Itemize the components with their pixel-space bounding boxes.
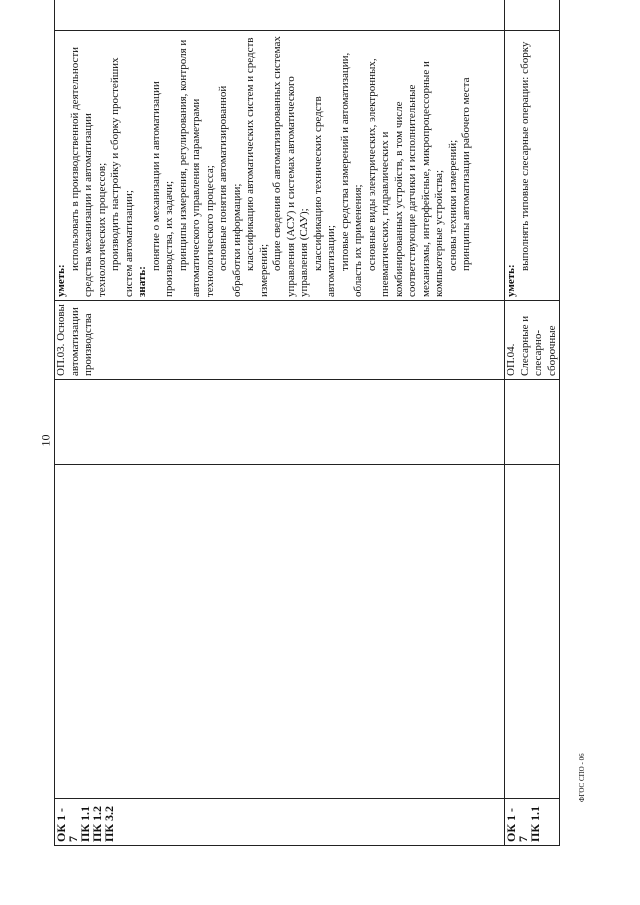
content-cell	[55, 31, 505, 301]
discipline-title-line: автоматизации	[68, 307, 81, 376]
content-line: принципы измерения, регулирования, контроля и	[176, 39, 189, 271]
section-heading: уметь:	[55, 264, 67, 297]
section-heading: знать:	[136, 266, 148, 297]
content-line: общие сведения об автоматизированных системах	[271, 36, 283, 271]
content-line: выполнять типовые слесарные операции: сборку	[518, 41, 531, 271]
content-line: автоматического управления параметрами	[190, 98, 202, 297]
content-cell	[505, 31, 560, 301]
content-line: управления (САУ);	[298, 208, 310, 297]
competency-code: ПК 1.1	[528, 805, 542, 842]
content-line: основные виды электрических, электронных,	[365, 58, 378, 271]
empty-cell	[55, 0, 505, 31]
discipline-title-line: слесарно-сборочные	[532, 325, 558, 376]
empty-cell	[505, 0, 560, 31]
content-line: механизмы, интерфейсные, микропроцессорные и	[419, 61, 432, 297]
competency-code: ПК 3.2	[102, 805, 116, 842]
empty-cell	[505, 465, 560, 799]
section-heading: уметь:	[505, 264, 517, 297]
empty-cell	[55, 465, 505, 799]
content-line: основные понятия автоматизированной	[217, 85, 229, 271]
content-line: область их применения;	[352, 184, 364, 297]
content-line: технологических процессов;	[95, 162, 108, 297]
content-line: классификацию автоматических систем и средств	[244, 37, 256, 271]
competency-code: ПК 1.1	[78, 805, 92, 842]
content-line: систем автоматизации;	[122, 190, 135, 297]
content-line: пневматических, гидравлических и	[379, 131, 391, 297]
content-line: технологического процесса;	[203, 165, 216, 297]
content-line: компьютерные устройства;	[433, 170, 445, 297]
content-line: производить настройку и сборку простейших	[109, 57, 121, 271]
content-line: типовые средства измерений и автоматизации,	[338, 52, 351, 271]
content-line: соответствующие датчики и исполнительные	[406, 84, 418, 297]
competency-code: ОК 1 - 7	[54, 807, 80, 842]
content-line: классификацию технических средств	[311, 96, 324, 271]
competencies-cell	[505, 799, 560, 846]
table-row	[505, 0, 560, 846]
content-line: управления (АСУ) и системах автоматического	[284, 76, 297, 297]
rotated-sheet	[54, 0, 559, 846]
competency-list	[505, 802, 541, 842]
content-line: понятие о механизации и автоматизации	[149, 81, 162, 271]
content-line: обработки информации;	[230, 183, 243, 297]
content-line: автоматизации;	[325, 225, 337, 297]
discipline-title-line: ОП.04. Слесарные и	[505, 315, 531, 376]
empty-cell	[55, 380, 505, 465]
content-line: использовать в производственной деятельности	[68, 46, 81, 271]
content-line: измерений;	[257, 243, 270, 297]
content-line: средства механизации и автоматизации	[82, 113, 94, 297]
content-line: комбинированных устройств, в том числе	[392, 101, 405, 297]
empty-cell	[505, 380, 560, 465]
curriculum-table	[54, 0, 560, 846]
competency-code: ПК 1.2	[90, 805, 104, 842]
discipline-title-line: ОП.03. Основы	[55, 304, 67, 376]
competency-code: ОК 1 - 7	[504, 807, 530, 842]
content-line: принципы автоматизации рабочего места	[460, 77, 472, 271]
competencies-cell	[55, 799, 505, 846]
discipline-cell	[505, 301, 560, 380]
table-row	[55, 0, 505, 846]
content-line: производства, их задачи;	[163, 180, 175, 297]
content-line: основы техники измерений;	[446, 139, 459, 271]
footer-code: ФГОС СПО - 06	[578, 753, 586, 802]
page-number: 10	[38, 434, 53, 447]
discipline-title-line: производства	[82, 313, 94, 376]
discipline-cell	[55, 301, 505, 380]
competency-list	[55, 802, 115, 842]
